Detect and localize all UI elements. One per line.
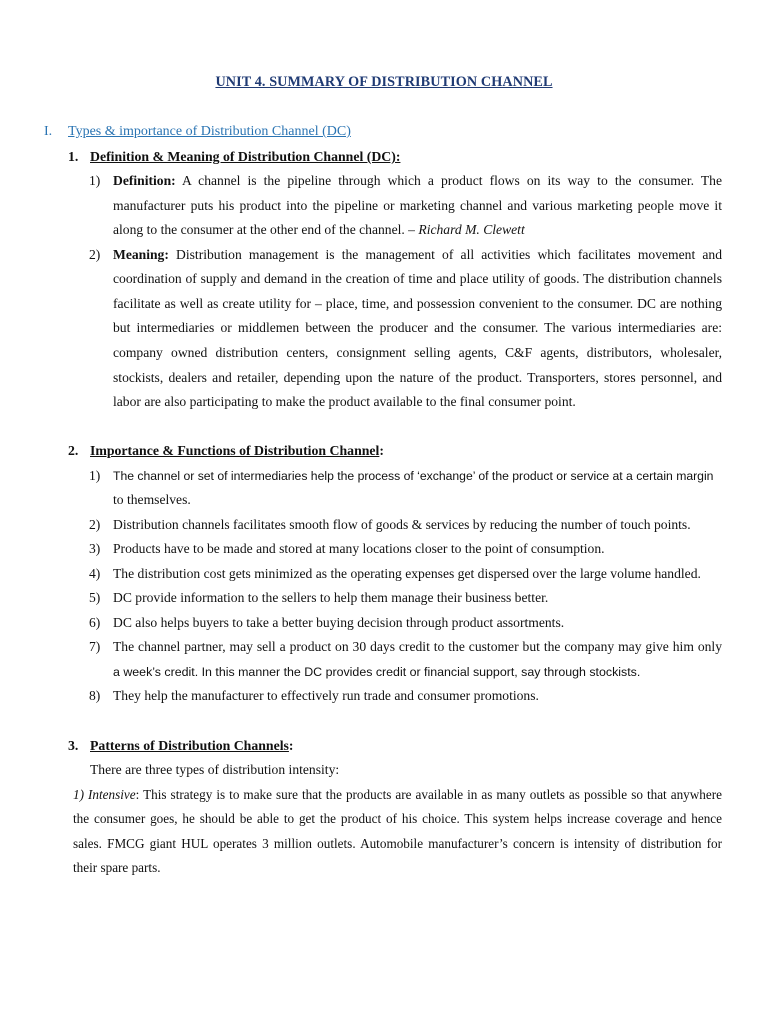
definition-line-2: manufacturer puts his product into the pipeline or marketing channel and various marketing people move it bbox=[113, 198, 722, 213]
meaning-line-7: labor are also participating to make the product available to the final consumer point. bbox=[113, 394, 576, 409]
meaning-line-3: facilitate as well as create utility for – place, time, and possession convenient to the consumer. DC are nothing bbox=[113, 296, 722, 311]
subheading-definition: 1. Definition & Meaning of Distribution Channel (DC): bbox=[68, 149, 401, 164]
definition-line-1: Definition: A channel is the pipeline through which a product flows on its way to the consumer. The bbox=[113, 173, 722, 188]
list-number: 6) bbox=[89, 615, 101, 630]
list-number: 8) bbox=[89, 688, 101, 703]
list-number: 4) bbox=[89, 566, 101, 581]
list-number: 7) bbox=[89, 639, 101, 654]
list-number: 3) bbox=[89, 541, 101, 556]
list-item: The channel or set of intermediaries help the process of ‘exchange’ of the product or service at a certain margin bbox=[113, 469, 714, 483]
list-item: Distribution channels facilitates smooth flow of goods & services by reducing the number of touch points. bbox=[113, 517, 691, 532]
list-item: They help the manufacturer to effectively run trade and consumer promotions. bbox=[113, 688, 539, 703]
subheading-importance: 2. Importance & Functions of Distribution Channel: bbox=[68, 443, 384, 458]
patterns-intro: There are three types of distribution intensity: bbox=[90, 762, 340, 777]
intensive-line-3: sales. FMCG giant HUL operates 3 million outlets. Automobile manufacturer’s concern is intensity of distribution for bbox=[73, 836, 722, 851]
meaning-line-4: but intermediaries or middlemen between the producer and the consumer. The various intermediaries are: bbox=[113, 320, 722, 335]
intensive-line-2: the consumer goes, he should be able to get the product of his choice. This system helps increase coverage and hence bbox=[73, 811, 722, 826]
list-item: The distribution cost gets minimized as the operating expenses get dispersed over the large volume handled. bbox=[113, 566, 701, 581]
list-item: Products have to be made and stored at many locations closer to the point of consumption. bbox=[113, 541, 605, 556]
list-number: 2) bbox=[89, 517, 101, 532]
list-item-continued: to themselves. bbox=[113, 492, 191, 507]
list-number: 1) bbox=[89, 468, 101, 483]
intensive-line-4: their spare parts. bbox=[73, 860, 161, 875]
definition-line-3: along to the consumer at the other end of the channel. – Richard M. Clewett bbox=[113, 222, 525, 237]
section-numeral: I. bbox=[44, 124, 53, 139]
meaning-line-5: company owned distribution centers, consignment selling agents, C&F agents, distributors, wholesaler, bbox=[113, 345, 722, 360]
subheading-patterns: 3. Patterns of Distribution Channels: bbox=[68, 738, 294, 753]
section-title: Types & importance of Distribution Channel (DC) bbox=[68, 124, 351, 139]
intensive-line-1: 1) Intensive: This strategy is to make sure that the products are available in as many outlets as possible so that anywhere bbox=[73, 787, 722, 802]
section-heading bbox=[44, 120, 351, 145]
meaning-line-1: Meaning: Distribution management is the management of all activities which facilitates movement and bbox=[113, 247, 722, 262]
intensive-label: Intensive bbox=[88, 787, 136, 802]
meaning-line-6: stockists, dealers and retailer, depending upon the nature of the product. Transporters, stores personnel, and bbox=[113, 370, 722, 385]
list-number: 1) bbox=[89, 173, 101, 188]
list-item-continued: a week’s credit. In this manner the DC provides credit or financial support, say through stockists. bbox=[113, 665, 641, 679]
list-number: 2) bbox=[89, 247, 101, 262]
page-title: UNIT 4. SUMMARY OF DISTRIBUTION CHANNEL bbox=[215, 74, 553, 90]
list-item: DC also helps buyers to take a better buying decision through product assortments. bbox=[113, 615, 565, 630]
list-item: DC provide information to the sellers to help them manage their business better. bbox=[113, 590, 549, 605]
list-item: The channel partner, may sell a product on 30 days credit to the customer but the company may give him only bbox=[113, 639, 722, 654]
list-number: 5) bbox=[89, 590, 101, 605]
meaning-line-2: coordination of supply and demand in the creation of time and place utility of goods. The distribution channels bbox=[113, 271, 722, 286]
author-citation: Richard M. Clewett bbox=[418, 222, 525, 237]
